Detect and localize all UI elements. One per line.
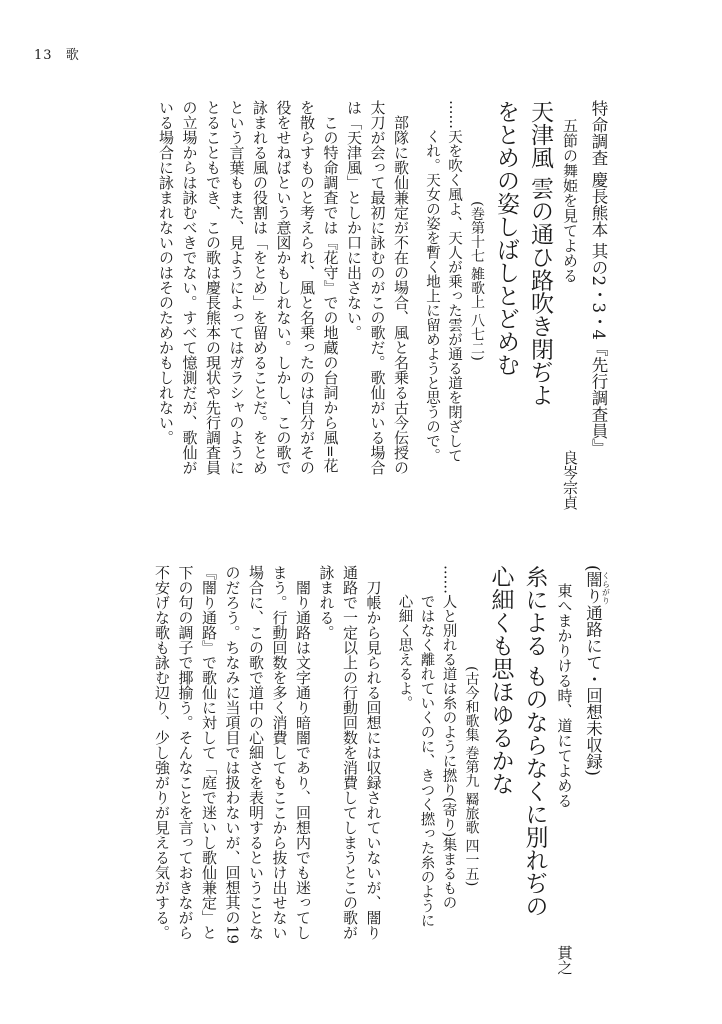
section-1-intro bbox=[557, 100, 582, 510]
section-2-body-line: のだろう。ちなみに当項目では扱わないが、回想其の19 bbox=[223, 565, 242, 945]
section-2-body-line: 闇り通路は文字通り暗闇であり、回想内でも迷ってし bbox=[294, 580, 312, 940]
section-1-translation-2: くれ。天女の姿を暫く地上に留めようと思うので。 bbox=[424, 129, 440, 463]
section-2-poem-line-2: 心細くも思ほゆるかな bbox=[487, 565, 514, 795]
song-section-1 bbox=[96, 100, 610, 510]
section-1-author: 良岑宗貞 bbox=[561, 450, 579, 510]
section-2-body-line: 場合に、この歌で道中の心細さを表明するということな bbox=[247, 565, 265, 940]
section-2-source: (古今和歌集 巻第九 羇旅歌 四一五) bbox=[463, 665, 480, 887]
section-1-translation-1: ……天を吹く風よ、天人が乗った雲が通る道を閉ざして bbox=[446, 100, 462, 463]
section-1-body-line: この特命調査では『花守』での地蔵の台詞から風=花 bbox=[321, 115, 340, 473]
section-2-intro-text: 東へまかりける時、道にてよめる bbox=[555, 583, 574, 808]
section-2-title-kanji: 闇り bbox=[583, 571, 603, 605]
section-1-body-line: 太刀が会って最初に詠むのがこの歌だ。歌仙がいる場合 bbox=[368, 100, 387, 475]
section-1-body-line: という言葉もまた、見ようによってはガラシャのように bbox=[227, 100, 246, 475]
section-2-body-line: 下の句の調子で揶揄う。そんなことを言っておきながら bbox=[176, 565, 195, 940]
section-2-intro bbox=[552, 565, 577, 975]
section-2-title-open: ( bbox=[583, 565, 603, 572]
section-2-body-line: 詠まれる。 bbox=[317, 565, 336, 640]
section-2-poem-line-1: 糸による ものならなくに別れぢの bbox=[521, 565, 548, 918]
section-2-author: 貫之 bbox=[555, 945, 574, 975]
section-2-title-rest: 通路にて・回想未収録) bbox=[583, 604, 603, 776]
section-1-poem-line-2: をとめの姿しばしとどめむ bbox=[493, 100, 519, 376]
page-section-title: 歌 bbox=[65, 48, 80, 63]
section-2-title bbox=[581, 565, 611, 975]
section-1-body-line: 部隊に歌仙兼定が不在の場合、風と名乗る古今伝授の bbox=[392, 115, 410, 475]
section-1-body-line: 詠まれる風の役割は「をとめ」を留めることだ。をとめ bbox=[251, 100, 269, 475]
section-2-body-line: 刀帳から見られる回想には収録されていないが、闇り bbox=[364, 580, 383, 940]
page-number: 13 bbox=[34, 48, 53, 63]
section-1-body-line: 役をせねばという意図かもしれない。しかし、この歌で bbox=[274, 100, 293, 475]
section-1-poem-line-1: 天津風 雲の通ひ路吹き閉ぢよ bbox=[527, 100, 553, 407]
section-1-body-line: とることもでき、この歌は慶長熊本の現状や先行調査員 bbox=[204, 100, 222, 475]
section-1-source: (巻第十七 雑歌上 八七二) bbox=[469, 200, 485, 361]
section-1-body-line: の立場からは詠むべきでない。すべて憶測だが、歌仙が bbox=[180, 100, 199, 475]
section-1-title: 特命調査 慶長熊本 其の2・3・4『先行調査員』 bbox=[589, 100, 608, 456]
section-2-title-ruby bbox=[583, 571, 610, 605]
section-2-body-line: 不安げな歌も詠む辺り、少し強がりが見える気がする。 bbox=[153, 565, 171, 940]
page-header bbox=[34, 44, 88, 63]
section-2-translation-1: ……人と別れる道は糸のように撚り(寄り)集まるもの bbox=[440, 565, 457, 910]
section-2-title-reading: くらがり bbox=[601, 571, 610, 605]
section-2-body-line: 『闇り通路』で歌仙に対して「庭で迷いし歌仙兼定」と bbox=[200, 565, 218, 940]
section-2-body-line: 通路で一定以上の行動回数を消費してしまうとこの歌が bbox=[341, 565, 359, 940]
section-1-body-line: は「天津風」としか口に出さない。 bbox=[345, 100, 363, 340]
section-1-intro-text: 五節の舞姫を見てよめる bbox=[561, 118, 579, 283]
section-2-translation-2: ではなく離れていくのに、きつく撚った糸のように bbox=[418, 594, 435, 928]
section-2-body-line: まう。行動回数を多く消費してもここから抜け出せない bbox=[270, 565, 289, 940]
song-section-2 bbox=[96, 565, 610, 975]
section-1-body-line: いる場合に詠まれないのはそのためかもしれない。 bbox=[157, 100, 175, 445]
section-2-translation-3: 心細く思えるよ。 bbox=[396, 594, 413, 710]
section-1-body-line: を散らすものと考えられ、風と名乗ったのは自分がその bbox=[298, 100, 316, 475]
